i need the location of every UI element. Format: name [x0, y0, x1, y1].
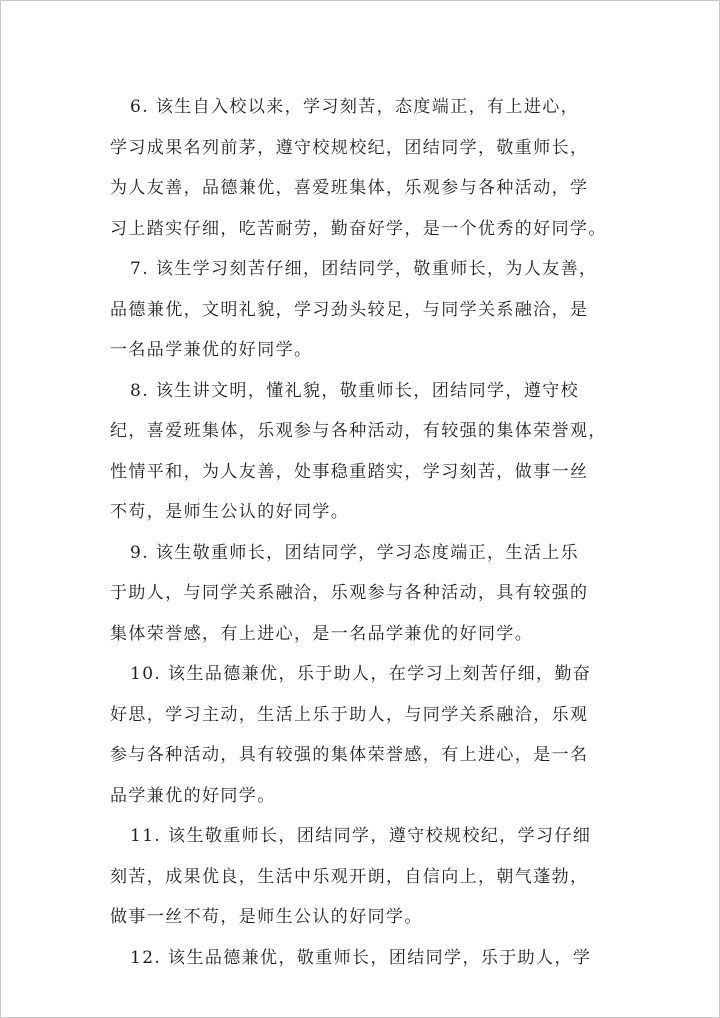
paragraph-8 — [110, 371, 615, 533]
paragraph-line: 7. 该生学习刻苦仔细，团结同学，敬重师长，为人友善， — [130, 259, 598, 279]
paragraph-line: 好思，学习主动，生活上乐于助人，与同学关系融洽，乐观 — [110, 704, 589, 725]
paragraph-line: 品德兼优，文明礼貌，学习劲头较足，与同学关系融洽，是 — [110, 299, 589, 320]
paragraph-line: 习上踏实仔细，吃苦耐劳，勤奋好学，是一个优秀的好同学。 — [110, 218, 607, 239]
paragraph-line: 做事一丝不苟，是师生公认的好同学。 — [110, 907, 423, 927]
paragraph-9 — [110, 533, 615, 655]
paragraph-line: 11. 该生敬重师长，团结同学，遵守校规校纪，学习仔细 — [130, 826, 592, 846]
paragraph-line: 纪，喜爱班集体，乐观参与各种活动，有较强的集体荣誉观， — [110, 421, 607, 441]
paragraph-line: 为人友善，品德兼优，喜爱班集体，乐观参与各种活动，学 — [110, 178, 589, 198]
paragraph-7 — [110, 249, 615, 371]
paragraph-line: 6. 该生自入校以来，学习刻苦，态度端正，有上进心， — [130, 97, 580, 117]
paragraph-line: 9. 该生敬重师长，团结同学，学习态度端正，生活上乐 — [130, 542, 580, 563]
paragraph-line: 于助人，与同学关系融洽，乐观参与各种活动，具有较强的 — [110, 583, 589, 603]
paragraph-line: 品学兼优的好同学。 — [110, 785, 276, 806]
paragraph-line: 参与各种活动，具有较强的集体荣誉感，有上进心，是一名 — [110, 745, 589, 765]
paragraph-line: 12. 该生品德兼优，敬重师长，团结同学，乐于助人，学 — [130, 947, 592, 968]
document-body — [110, 87, 615, 978]
paragraph-line: 刻苦，成果优良，生活中乐观开朗，自信向上，朝气蓬勃， — [110, 866, 589, 887]
paragraph-11 — [110, 816, 615, 938]
paragraph-line: 学习成果名列前茅，遵守校规校纪，团结同学，敬重师长， — [110, 137, 589, 158]
paragraph-10 — [110, 654, 615, 816]
paragraph-line: 10. 该生品德兼优，乐于助人，在学习上刻苦仔细，勤奋 — [130, 664, 592, 684]
paragraph-line: 不苟，是师生公认的好同学。 — [110, 502, 350, 522]
paragraph-6 — [110, 87, 615, 249]
paragraph-12 — [110, 938, 615, 979]
paragraph-line: 一名品学兼优的好同学。 — [110, 340, 313, 360]
paragraph-line: 集体荣誉感，有上进心，是一名品学兼优的好同学。 — [110, 623, 534, 644]
paragraph-line: 8. 该生讲文明，懂礼貌，敬重师长，团结同学，遵守校 — [130, 380, 580, 401]
paragraph-line: 性情平和，为人友善，处事稳重踏实，学习刻苦，做事一丝 — [110, 461, 589, 482]
